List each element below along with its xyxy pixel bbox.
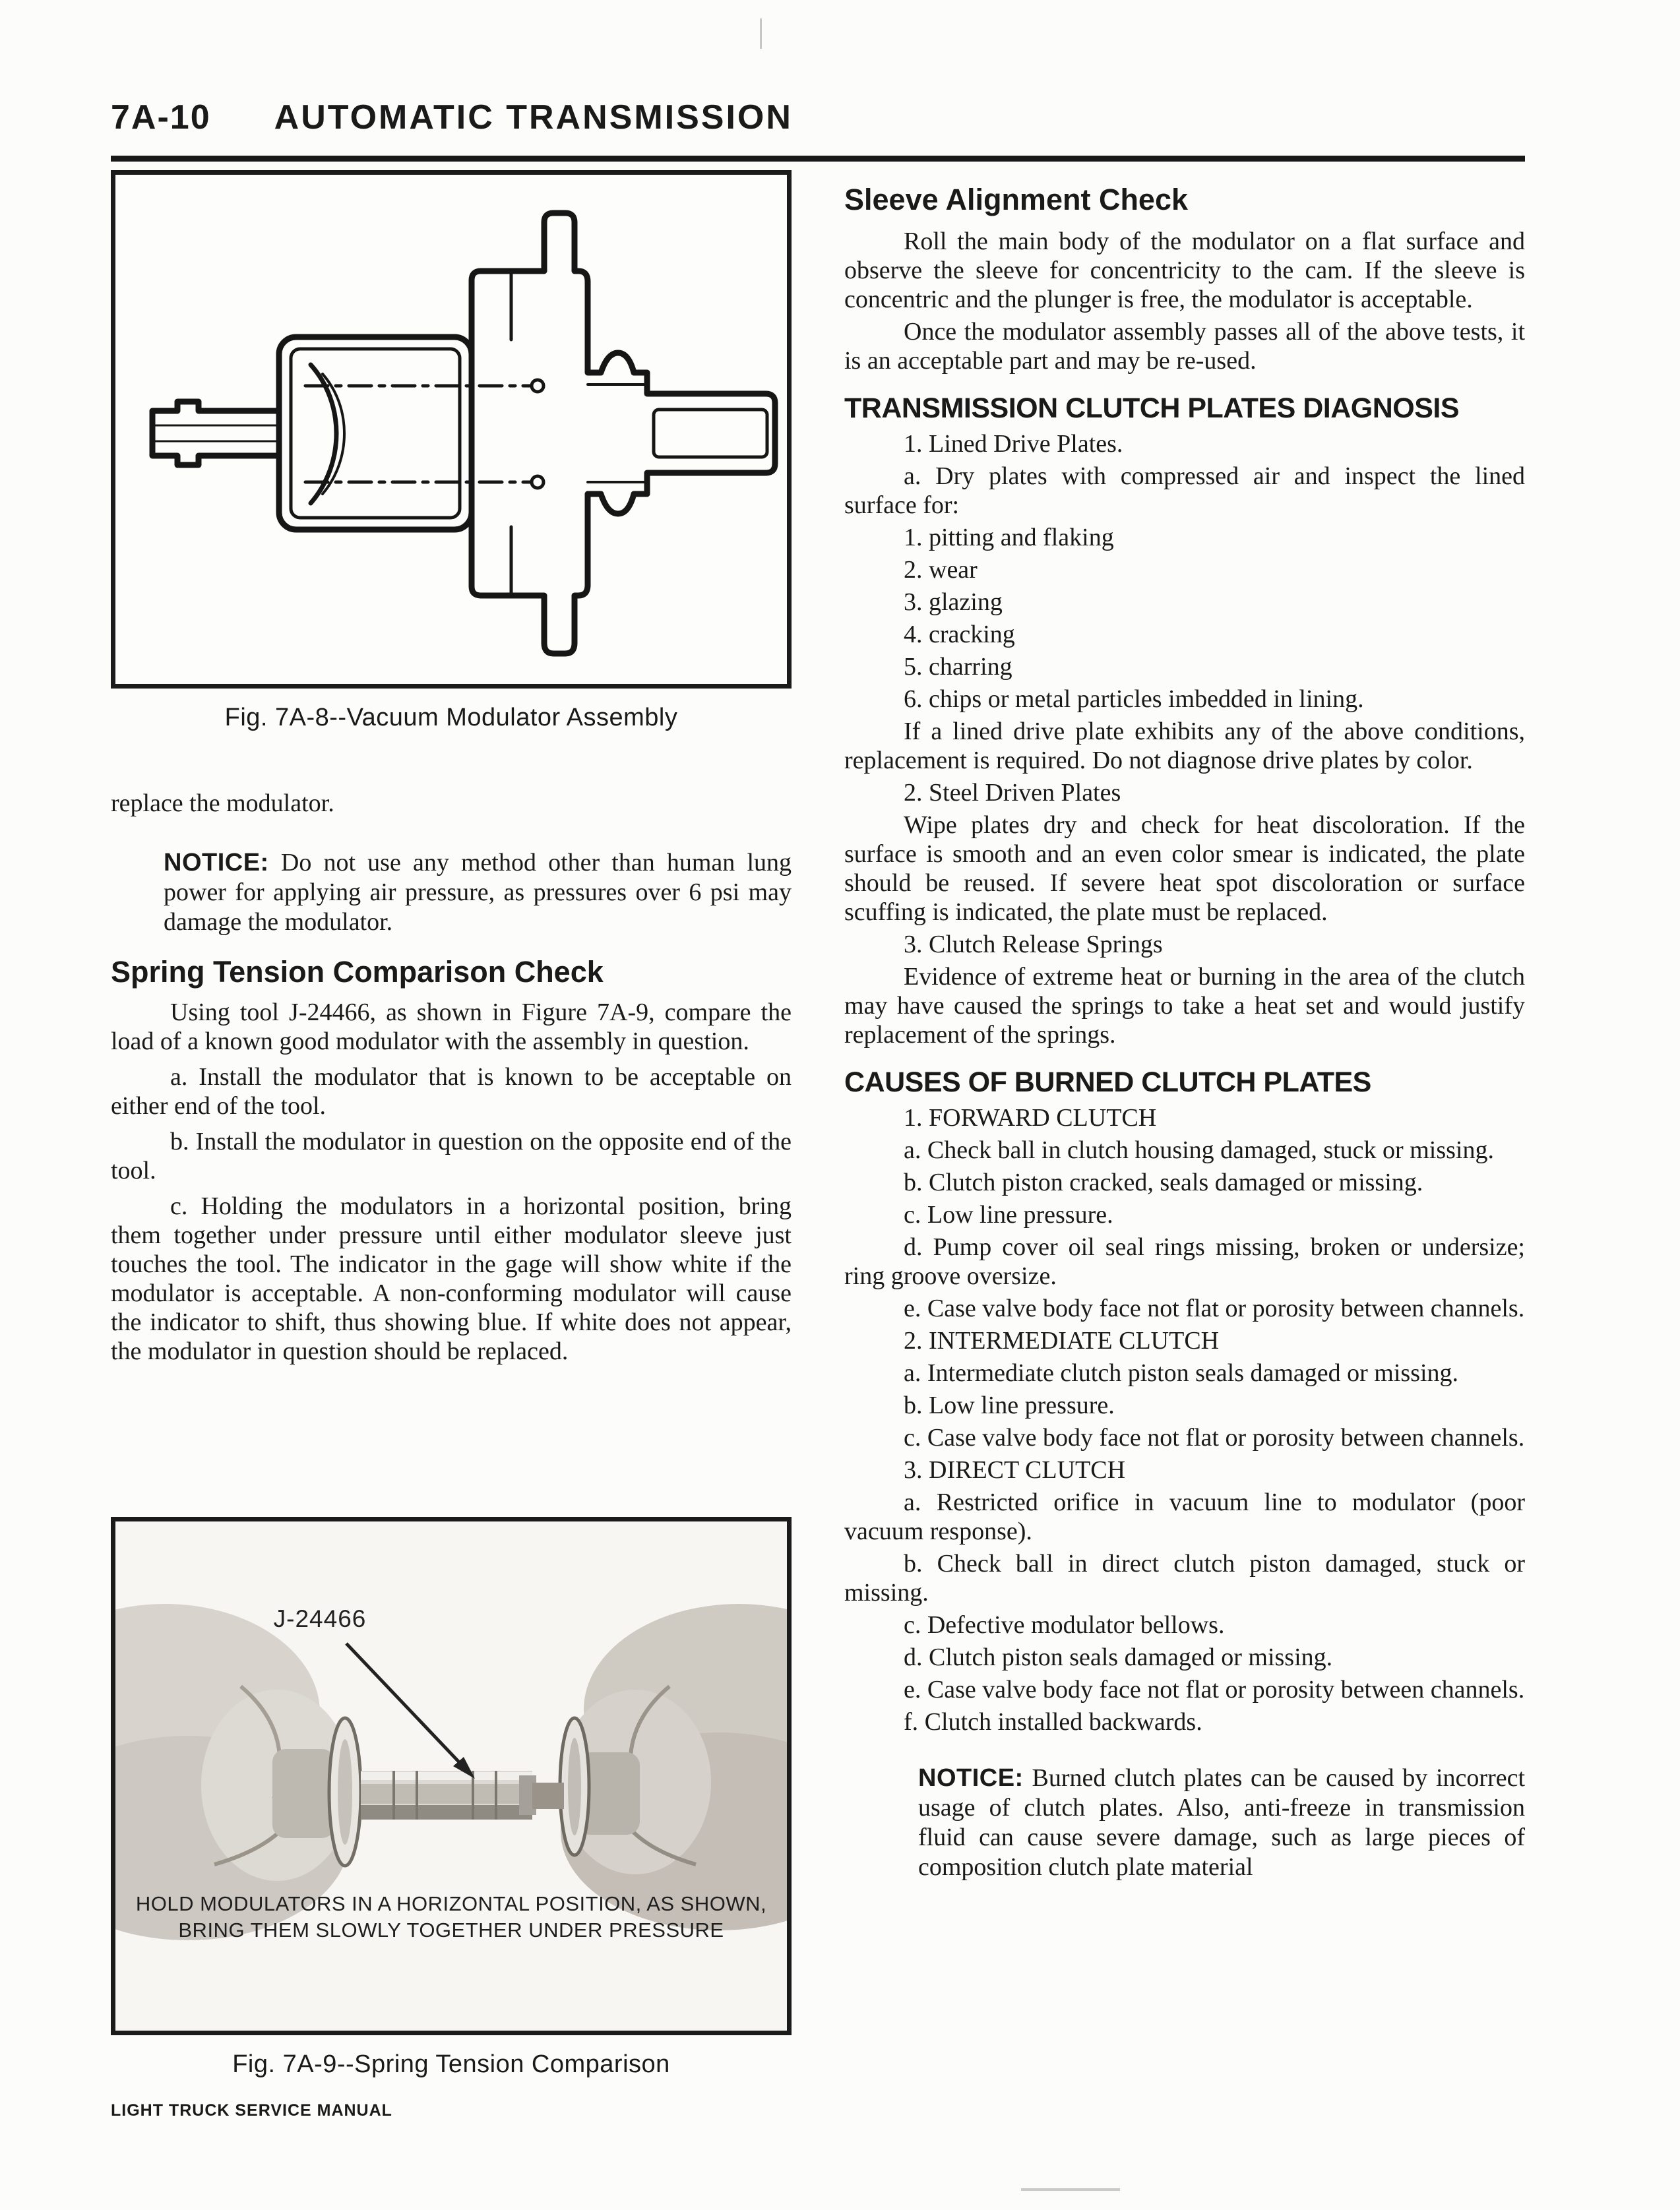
paragraph: 2. INTERMEDIATE CLUTCH — [904, 1327, 1220, 1355]
continuation-paragraph: replace the modulator. — [111, 789, 334, 817]
notice-text: Burned clutch plates can be caused by incorrect usage of clutch plates. Also, anti-freeze in transmission fluid can cause severe damage, such as large pieces of composition clutch plate material — [918, 1764, 1526, 1881]
figure-7a8-caption: Fig. 7A-8--Vacuum Modulator Assembly — [224, 704, 678, 731]
modulator-body — [279, 337, 472, 530]
paragraph: f. Clutch installed backwards. — [904, 1708, 1202, 1736]
list-item: 1. pitting and flaking — [904, 524, 1114, 551]
notice-label: NOTICE: — [918, 1764, 1024, 1792]
paragraph: b. Check ball in direct clutch piston damaged, stuck or missing. — [844, 1550, 1525, 1607]
list-item: 5. charring — [904, 653, 1012, 681]
paragraph: a. Dry plates with compressed air and inspect the lined surface for: — [844, 462, 1525, 519]
paragraph: d. Clutch piston seals damaged or missing. — [904, 1643, 1333, 1671]
header-rule — [111, 156, 1525, 162]
paragraph: a. Check ball in clutch housing damaged, stuck or missing. — [904, 1136, 1494, 1164]
figure-7a8 — [111, 170, 792, 689]
paragraph: Roll the main body of the modulator on a flat surface and observe the sleeve for concentricity to the cam. If the sleeve is concentric and the plunger is free, the modulator is acceptable. — [844, 228, 1525, 313]
paragraph: Evidence of extreme heat or burning in the area of the clutch may have caused the springs to take a heat set and would justify replacement of the springs. — [844, 963, 1525, 1049]
photo-note-line1: HOLD MODULATORS IN A HORIZONTAL POSITION, AS SHOWN, — [135, 1892, 767, 1915]
paragraph: 2. Steel Driven Plates — [904, 779, 1121, 807]
paragraph: 1. FORWARD CLUTCH — [904, 1104, 1157, 1132]
list-item: 3. glazing — [904, 588, 1003, 616]
paragraph: b. Clutch piston cracked, seals damaged or missing. — [904, 1169, 1423, 1196]
section-heading-spring-tension: Spring Tension Comparison Check — [111, 955, 604, 989]
section-heading-clutch-diagnosis: TRANSMISSION CLUTCH PLATES DIAGNOSIS — [844, 392, 1460, 424]
paragraph: c. Case valve body face not flat or porosity between channels. — [904, 1424, 1525, 1452]
vacuum-modulator-drawing — [115, 175, 787, 684]
tool-label: J-24466 — [273, 1605, 367, 1632]
modulator-sleeve-assembly — [472, 213, 775, 654]
figure-7a9 — [111, 1517, 792, 2079]
paragraph: c. Defective modulator bellows. — [904, 1611, 1225, 1639]
left-column — [111, 170, 792, 2083]
paragraph: b. Install the modulator in question on the opposite end of the tool. — [111, 1128, 792, 1184]
notice-text: Do not use any method other than human lung power for applying air pressure, as pressures over 6 psi may damage the modulator. — [164, 849, 792, 936]
list-item: 2. wear — [904, 556, 978, 584]
paragraph: a. Restricted orifice in vacuum line to modulator (poor vacuum response). — [844, 1489, 1525, 1545]
page-number: 7A-10 — [111, 98, 211, 137]
notice-block — [164, 848, 792, 937]
pin-top — [532, 380, 544, 392]
figure-7a9-photo — [111, 1517, 792, 2035]
paragraph: 3. Clutch Release Springs — [904, 931, 1163, 958]
page-header — [111, 98, 793, 137]
notice-label: NOTICE: — [164, 849, 269, 876]
photo-note-line2: BRING THEM SLOWLY TOGETHER UNDER PRESSURE — [178, 1918, 724, 1942]
paragraph: d. Pump cover oil seal rings missing, broken or undersize; ring groove oversize. — [844, 1233, 1525, 1290]
scan-artifact — [760, 18, 762, 49]
paragraph: Wipe plates dry and check for heat discoloration. If the surface is smooth and an even color smear is indicated, the plate should be reused. If severe heat spot discoloration or surface scuffing is indicated, the plate must be replaced. — [844, 811, 1525, 926]
list-item: 6. chips or metal particles imbedded in lining. — [904, 685, 1364, 713]
notice-block — [918, 1764, 1525, 1882]
page-title: AUTOMATIC TRANSMISSION — [274, 98, 793, 137]
paragraph: e. Case valve body face not flat or porosity between channels. — [904, 1295, 1525, 1322]
modulator-nipple — [152, 402, 279, 465]
manual-footer: LIGHT TRUCK SERVICE MANUAL — [111, 2101, 392, 2120]
section-heading-burned-clutch: CAUSES OF BURNED CLUTCH PLATES — [844, 1066, 1371, 1098]
paragraph: a. Intermediate clutch piston seals damaged or missing. — [904, 1359, 1459, 1387]
list-item: 4. cracking — [904, 621, 1015, 648]
pin-bottom — [532, 476, 544, 488]
paragraph: c. Low line pressure. — [904, 1201, 1113, 1229]
paragraph: c. Holding the modulators in a horizontal position, bring them together under pressure until either modulator sleeve just touches the tool. The indicator in the gage will show white if the modulator is acceptable. A non-conforming modulator will cause the indicator to shift, thus showing blue. If white does not appear, the modulator in question should be replaced. — [111, 1192, 792, 1365]
section-heading-sleeve-alignment: Sleeve Alignment Check — [844, 183, 1189, 216]
paragraph: If a lined drive plate exhibits any of the above conditions, replacement is required. Do not diagnose drive plates by color. — [844, 718, 1525, 774]
paragraph: Once the modulator assembly passes all of the above tests, it is an acceptable part and may be re-used. — [844, 318, 1525, 375]
figure-7a9-caption: Fig. 7A-9--Spring Tension Comparison — [232, 2050, 670, 2078]
scan-artifact — [1021, 2188, 1120, 2191]
paragraph: e. Case valve body face not flat or porosity between channels. — [904, 1676, 1525, 1704]
spring-tension-photo — [115, 1521, 787, 2031]
paragraph: Using tool J-24466, as shown in Figure 7A-9, compare the load of a known good modulator with the assembly in question. — [111, 998, 792, 1055]
paragraph: a. Install the modulator that is known to be acceptable on either end of the tool. — [111, 1063, 792, 1120]
paragraph: 3. DIRECT CLUTCH — [904, 1456, 1126, 1484]
paragraph: 1. Lined Drive Plates. — [904, 430, 1123, 458]
gage-tool — [361, 1771, 564, 1820]
right-column — [844, 183, 1525, 1882]
paragraph: b. Low line pressure. — [904, 1392, 1115, 1419]
